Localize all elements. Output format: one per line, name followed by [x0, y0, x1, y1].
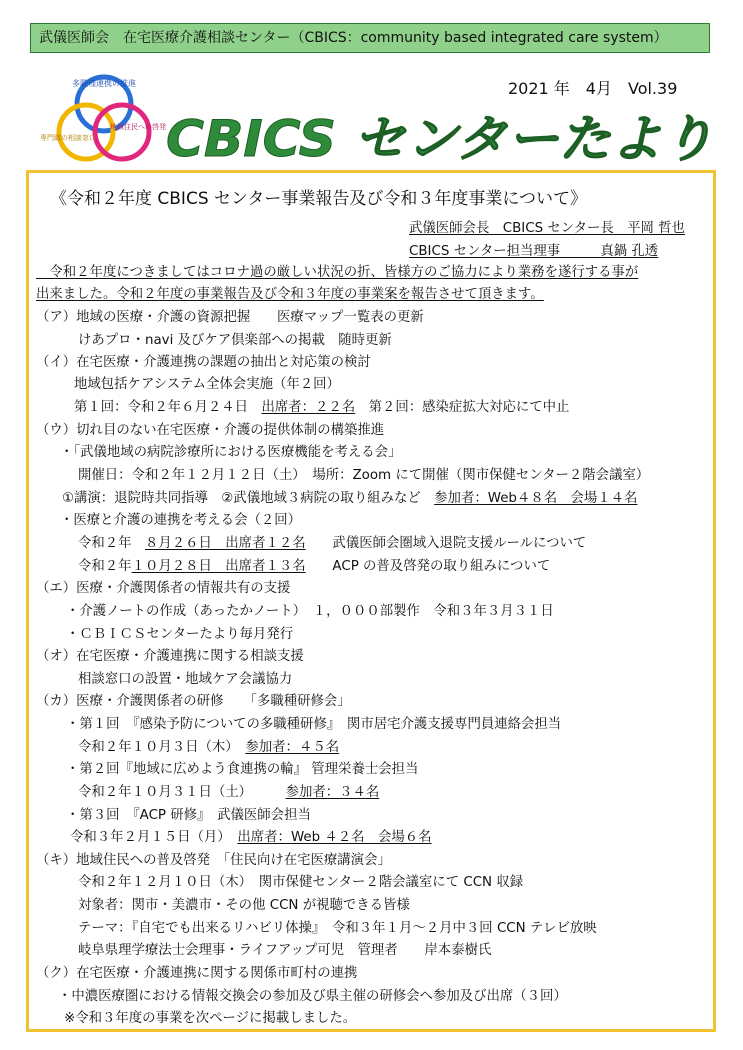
section-i-item-2 [74, 399, 569, 417]
ka2-text-a: 令和２年１０月３日（木） [78, 740, 246, 755]
intro-line-2: 出来ました。令和２年度の事業報告及び令和３年度の事業案を報告させて頂きます。 [36, 287, 544, 302]
article-heading: 《令和２年度 CBICS センター事業報告及び令和３年度事業について》 [50, 189, 587, 209]
section-i-item-1: 地域包括ケアシステム全体会実施（年２回） [74, 377, 340, 392]
section-ki-title: （キ）地域住民への普及啓発 「住民向け在宅医療講演会」 [36, 853, 391, 868]
i2-attendance: 出席者：２２名 [261, 400, 356, 415]
section-u-item-2: 開催日：令和２年１２月１２日（土） 場所：Zoom にて開催（関市保健センター２階会議室） [78, 468, 650, 483]
ka6-text-a: 令和３年２月１５日（月） [70, 830, 238, 845]
section-ka-item-5: ・第３回 『ACP 研修』 武儀医師会担当 [66, 808, 311, 823]
section-ka-item-6 [70, 829, 432, 847]
section-a-item-1: けあプロ・navi 及びケア倶楽部への掲載 随時更新 [78, 333, 392, 348]
section-ku-note: ※令和３年度の事業を次ページに掲載しました。 [64, 1011, 357, 1026]
ka2-attendance: 参加者：４５名 [245, 740, 340, 755]
section-ki-item-4: 岐阜県理学療法士会理事・ライフアップ可児 管理者 岸本泰樹氏 [78, 943, 492, 958]
section-ki-item-3: テーマ：『自宅でも出来るリハビリ体操』 令和３年１月～２月中３回 CCN テレビ放映 [78, 921, 597, 936]
ka4-attendance: 参加者：３４名 [285, 785, 380, 800]
i2-text-c: 第２回：感染症拡大対応にて中止 [355, 400, 570, 415]
intro-line-1: 令和２年度につきましてはコロナ過の厳しい状況の折、皆様方のご協力により業務を遂行する事が [36, 265, 639, 280]
cbics-logo [40, 74, 166, 166]
u6-text-a: 令和２年 [78, 559, 132, 574]
section-ku-item-1: ・中濃医療圏における情報交換会の参加及び県主催の研修会へ参加及び出席（３回） [58, 989, 567, 1004]
section-o-title: （オ）在宅医療・介護連携に関する相談支援 [36, 649, 304, 664]
section-u-item-5 [78, 535, 586, 553]
page-title [160, 96, 720, 168]
ka6-attendance: 出席者：Web ４２名 会場６名 [237, 830, 432, 845]
section-u-title: （ウ）切れ目のない在宅医療・介護の提供体制の構築推進 [36, 423, 385, 438]
i2-text-a: 第１回：令和２年６月２４日 [74, 400, 262, 415]
section-ki-item-1: 令和２年１２月１０日（木） 関市保健センター２階会議室にて CCN 収録 [78, 875, 524, 890]
section-ku-title: （ク）在宅医療・介護連携に関する関係市町村の連携 [36, 966, 358, 981]
section-ka-item-1: ・第１回 『感染予防についての多職種研修』 関市居宅介護支援専門員連絡会担当 [66, 717, 562, 732]
u6-text-c: ACP の普及啓発の取り組みについて [305, 559, 551, 574]
logo-text-right: 地域住民への啓発 [110, 123, 166, 131]
section-u-item-1: ・「武儀地域の病院診療所における医療機能を考える会」 [60, 445, 402, 460]
section-u-item-6 [78, 558, 550, 576]
u5-text-c: 武儀医師会圏域入退院支援ルールについて [305, 536, 587, 551]
ka4-text-a: 令和２年１０月３１日（土） [78, 785, 286, 800]
author-1: 武儀医師会長 CBICS センター長 平岡 哲也 [409, 221, 685, 236]
u6-date: １０月２８日 出席者１３名 [131, 559, 306, 574]
logo-text-top: 多職種連携の推進 [72, 79, 136, 88]
section-i-title: （イ）在宅医療・介護連携の課題の抽出と対応策の検討 [36, 355, 371, 370]
u5-date: ８月２６日 出席者１２名 [144, 536, 306, 551]
page-title-text: CBICS センターたより [166, 110, 714, 168]
author-2: CBICS センター担当理事 真鍋 孔透 [409, 244, 659, 259]
section-e-title: （エ）医療・介護関係者の情報共有の支援 [36, 581, 291, 596]
header-banner: 武儀医師会 在宅医療介護相談センター（CBICS：community based integrated care system） [30, 23, 710, 53]
section-ka-title: （カ）医療・介護関係者の研修 「多職種研修会」 [36, 694, 351, 709]
issue-date: 2021 年 4月 Vol.39 [508, 79, 678, 98]
section-ka-item-2 [78, 739, 339, 757]
section-a-title: （ア）地域の医療・介護の資源把握 医療マップ一覧表の更新 [36, 310, 424, 325]
section-o-item-1: 相談窓口の設置・地域ケア会議協力 [78, 672, 293, 687]
u3-text-a: ①講演：退院時共同指導 ②武儀地域３病院の取り組みなど [62, 491, 435, 506]
section-u-item-4: ・医療と介護の連携を考える会（２回） [60, 513, 302, 528]
section-e-item-1: ・介護ノートの作成（あったかノート） １，０００部製作 令和３年３月３１日 [66, 604, 554, 619]
section-u-item-3 [62, 490, 637, 508]
section-ki-item-2: 対象者：関市・美濃市・その他 CCN が視聴できる皆様 [78, 898, 410, 913]
u5-text-a: 令和２年 [78, 536, 145, 551]
section-e-item-2: ・ＣＢＩＣＳセンターたより毎月発行 [66, 627, 294, 642]
section-ka-item-4 [78, 784, 379, 802]
section-ka-item-3: ・第２回『地域に広めよう食連携の輪』 管理栄養士会担当 [66, 762, 419, 777]
logo-text-left: 専門職の相談窓口 [40, 134, 96, 142]
u3-attendance: 参加者：Web４８名 会場１４名 [434, 491, 638, 506]
